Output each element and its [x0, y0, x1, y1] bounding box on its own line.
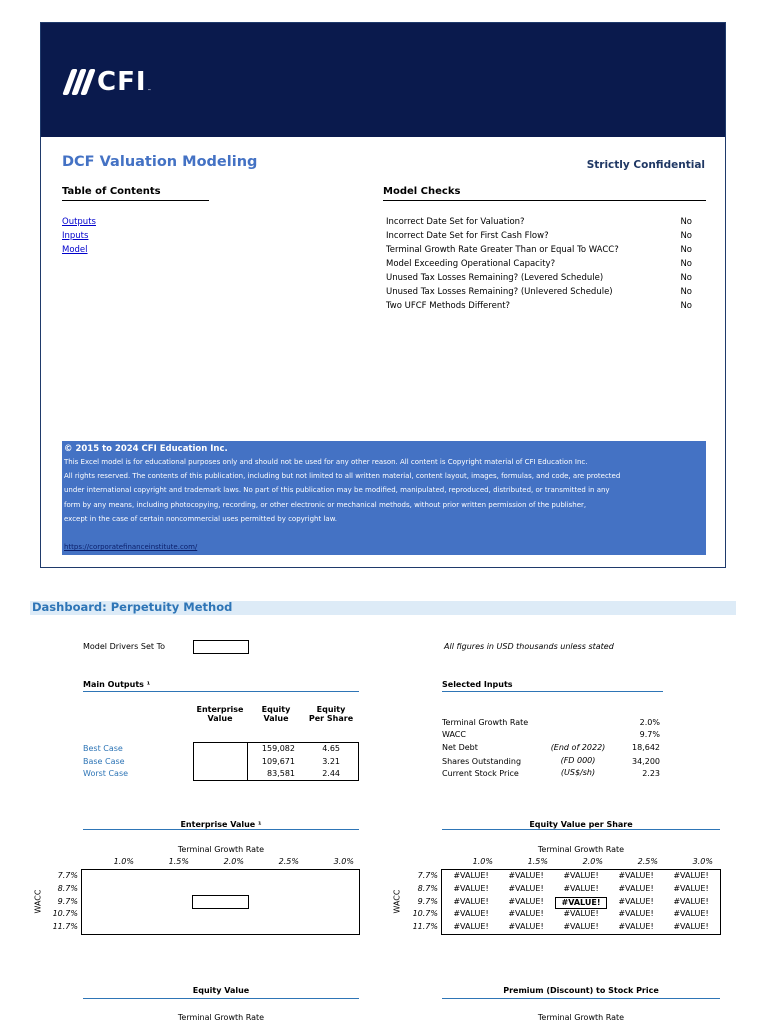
input-label: Current Stock Price	[442, 769, 519, 778]
eps-value-cell: #VALUE!	[563, 871, 599, 880]
input-value: 2.23	[642, 769, 660, 778]
eps-wacc-header: 11.7%	[412, 922, 438, 931]
worst-equity-value: 83,581	[267, 769, 295, 778]
ev-sensitivity-title: Enterprise Value ¹	[180, 820, 262, 829]
eps-wacc-header: 10.7%	[412, 909, 438, 918]
check-row: Model Exceeding Operational Capacity? No	[386, 259, 692, 269]
main-outputs-heading: Main Outputs ¹	[83, 680, 151, 689]
base-equity-value: 109,671	[261, 757, 295, 766]
toc-heading: Table of Contents	[62, 186, 209, 201]
ev-growth-header: 1.5%	[168, 857, 189, 866]
eps-value-cell: #VALUE!	[673, 909, 709, 918]
premium-rule	[442, 998, 720, 999]
case-label-worst: Worst Case	[83, 769, 129, 778]
model-drivers-input[interactable]	[193, 640, 249, 654]
ev-growth-label: Terminal Growth Rate	[177, 845, 265, 854]
eps-value-cell: #VALUE!	[453, 909, 489, 918]
check-row: Two UFCF Methods Different? No	[386, 301, 692, 311]
main-outputs-underline	[83, 691, 359, 692]
selected-inputs-underline	[442, 691, 663, 692]
ev-wacc-header: 11.7%	[52, 922, 78, 931]
ev-growth-header: 2.0%	[223, 857, 244, 866]
equity-growth-label: Terminal Growth Rate	[177, 1013, 265, 1022]
eps-growth-header: 2.5%	[637, 857, 658, 866]
ev-wacc-label: WACC	[33, 889, 43, 914]
eps-wacc-label: WACC	[392, 889, 402, 914]
eps-growth-header: 3.0%	[692, 857, 713, 866]
confidential-label: Strictly Confidential	[586, 159, 705, 171]
legal-line: All rights reserved. The contents of this publication, including but not limited to all written material, content layout, images, formulas, and code, are protected	[64, 472, 621, 481]
eps-value-cell: #VALUE!	[563, 909, 599, 918]
eps-value-cell: #VALUE!	[563, 884, 599, 893]
base-equity-per-share: 3.21	[322, 757, 340, 766]
premium-title: Premium (Discount) to Stock Price	[503, 986, 659, 995]
ev-wacc-header: 9.7%	[57, 897, 78, 906]
ev-wacc-header: 10.7%	[52, 909, 78, 918]
eps-value-cell: #VALUE!	[673, 884, 709, 893]
document-title: DCF Valuation Modeling	[62, 154, 258, 170]
case-label-base: Base Case	[83, 757, 125, 766]
equity-value-title: Equity Value	[192, 986, 250, 995]
check-row: Incorrect Date Set for First Cash Flow? No	[386, 231, 692, 241]
eps-value-cell: #VALUE!	[508, 909, 544, 918]
input-value: 2.0%	[639, 718, 660, 727]
input-note: (US$/sh)	[560, 768, 596, 777]
toc-link-model[interactable]: Model	[62, 245, 88, 255]
eps-base-case-cell: #VALUE!	[555, 897, 607, 909]
dashboard-title: Dashboard: Perpetuity Method	[32, 600, 233, 614]
ev-base-case-cell	[192, 895, 249, 909]
ev-wacc-header: 8.7%	[57, 884, 78, 893]
eps-wacc-header: 8.7%	[417, 884, 438, 893]
check-row: Terminal Growth Rate Greater Than or Equal To WACC? No	[386, 245, 692, 255]
col-header-equity-per-share: Equity Per Share	[308, 705, 354, 723]
legal-line: form by any means, including photocopying, recording, or other electronic or mechanical methods, without prior written permission of the publisher,	[64, 500, 587, 509]
ev-growth-header: 3.0%	[333, 857, 354, 866]
main-outputs-ev-column	[193, 742, 248, 781]
legal-line: under international copyright and trademark laws. No part of this publication may be modified, manipulated, reproduced, distributed, or transmitted in any	[64, 486, 610, 495]
eps-wacc-header: 7.7%	[417, 871, 438, 880]
ev-growth-header: 1.0%	[113, 857, 134, 866]
best-equity-per-share: 4.65	[322, 744, 340, 753]
eps-growth-label: Terminal Growth Rate	[537, 845, 625, 854]
col-header-enterprise-value: Enterprise Value	[196, 705, 244, 723]
eps-value-cell: #VALUE!	[508, 884, 544, 893]
logo-text: CFI	[97, 67, 147, 97]
eps-value-cell: #VALUE!	[508, 871, 544, 880]
legal-line: This Excel model is for educational purposes only and should not be used for any other reason. All content is Copyright material of CFI Education Inc.	[64, 458, 588, 466]
input-label: Shares Outstanding	[442, 757, 522, 766]
eps-value-cell: #VALUE!	[618, 884, 654, 893]
units-note: All figures in USD thousands unless stated	[444, 642, 614, 651]
col-header-equity-value: Equity Value	[261, 705, 291, 723]
eps-sensitivity-rule	[442, 829, 720, 830]
cover-sheet	[40, 22, 726, 568]
eps-value-cell: #VALUE!	[453, 897, 489, 906]
toc-link-inputs[interactable]: Inputs	[62, 231, 89, 241]
eps-value-cell: #VALUE!	[453, 884, 489, 893]
input-value: 34,200	[632, 757, 660, 766]
eps-growth-header: 2.0%	[582, 857, 603, 866]
check-row: Unused Tax Losses Remaining? (Levered Schedule) No	[386, 273, 692, 283]
input-value: 18,642	[632, 743, 660, 752]
input-note: (End of 2022)	[550, 743, 606, 752]
ev-wacc-header: 7.7%	[57, 871, 78, 880]
eps-value-cell: #VALUE!	[453, 922, 489, 931]
eps-sensitivity-title: Equity Value per Share	[529, 820, 633, 829]
worst-equity-per-share: 2.44	[322, 769, 340, 778]
input-label: Terminal Growth Rate	[442, 718, 529, 727]
premium-growth-label: Terminal Growth Rate	[537, 1013, 625, 1022]
eps-value-cell: #VALUE!	[673, 922, 709, 931]
ev-growth-header: 2.5%	[278, 857, 299, 866]
input-label: WACC	[442, 730, 466, 739]
eps-wacc-header: 9.7%	[417, 897, 438, 906]
eps-value-cell: #VALUE!	[508, 897, 544, 906]
eps-growth-header: 1.0%	[472, 857, 493, 866]
input-value: 9.7%	[639, 730, 660, 739]
cfi-website-link[interactable]: https://corporatefinanceinstitute.com/	[64, 543, 198, 551]
model-drivers-label: Model Drivers Set To	[83, 642, 165, 651]
selected-inputs-heading: Selected Inputs	[442, 680, 513, 689]
eps-value-cell: #VALUE!	[618, 871, 654, 880]
eps-value-cell: #VALUE!	[453, 871, 489, 880]
legal-notice	[62, 441, 706, 555]
model-checks-heading: Model Checks	[383, 186, 706, 201]
eps-growth-header: 1.5%	[527, 857, 548, 866]
eps-value-cell: #VALUE!	[618, 897, 654, 906]
header-banner	[41, 23, 725, 137]
copyright-line: © 2015 to 2024 CFI Education Inc.	[64, 444, 228, 454]
eps-value-cell: #VALUE!	[563, 922, 599, 931]
input-label: Net Debt	[442, 743, 478, 752]
case-label-best: Best Case	[83, 744, 123, 753]
ev-sensitivity-rule	[83, 829, 359, 830]
best-equity-value: 159,082	[261, 744, 295, 753]
cfi-logo-mark-icon	[67, 69, 91, 95]
check-row: Unused Tax Losses Remaining? (Unlevered Schedule) No	[386, 287, 692, 297]
eps-value-cell: #VALUE!	[673, 897, 709, 906]
cfi-logo	[67, 67, 152, 97]
eps-value-cell: #VALUE!	[673, 871, 709, 880]
equity-value-rule	[83, 998, 359, 999]
eps-value-cell: #VALUE!	[618, 922, 654, 931]
check-row: Incorrect Date Set for Valuation? No	[386, 217, 692, 227]
toc-link-outputs[interactable]: Outputs	[62, 217, 96, 227]
legal-line: except in the case of certain noncommercial uses permitted by copyright law.	[64, 514, 337, 523]
eps-value-cell: #VALUE!	[618, 909, 654, 918]
eps-value-cell: #VALUE!	[508, 922, 544, 931]
logo-trademark: ™	[147, 88, 152, 93]
input-note: (FD 000)	[560, 756, 596, 765]
